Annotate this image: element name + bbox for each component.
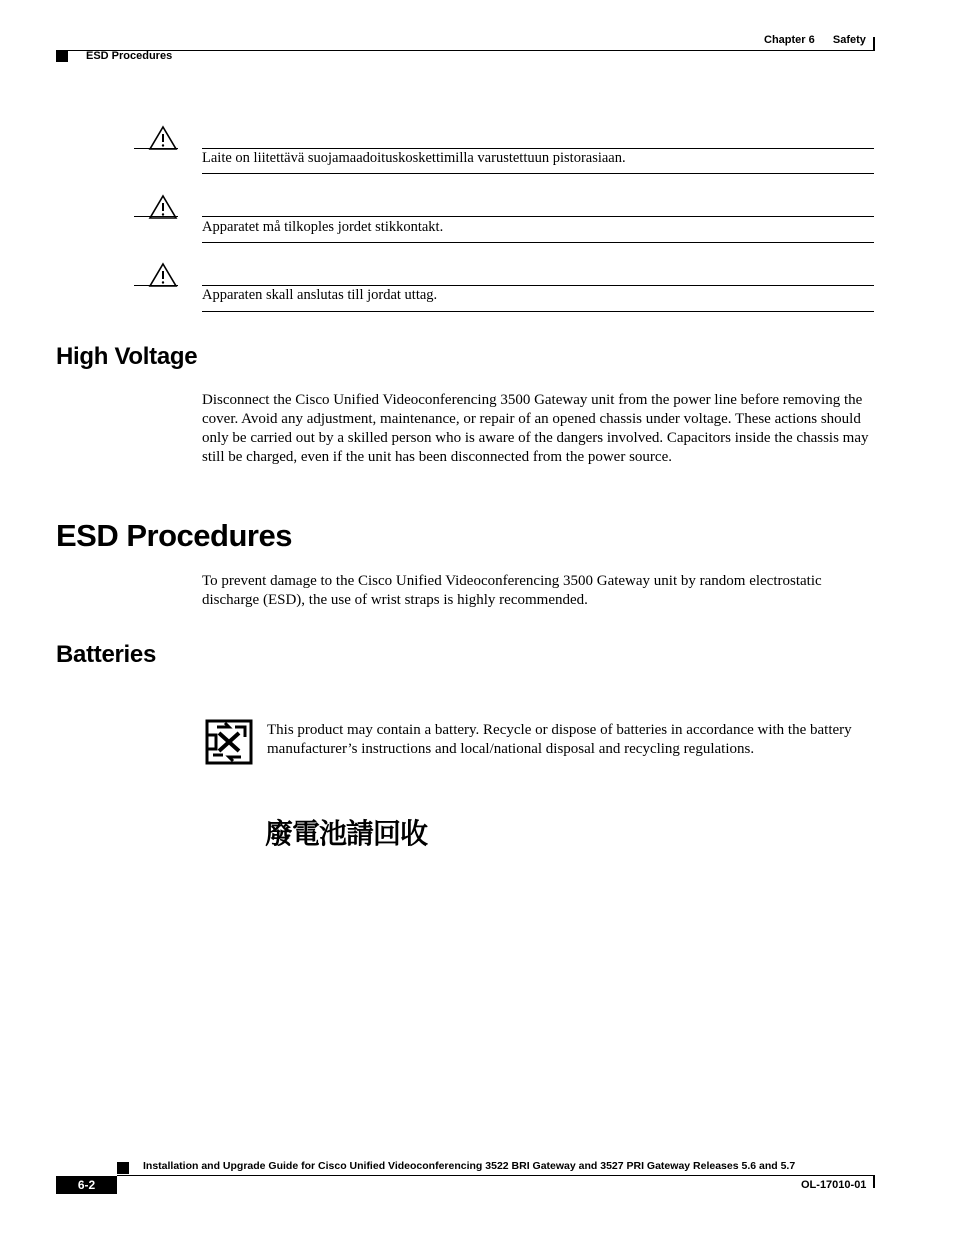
warning-rule-left	[134, 148, 178, 149]
warning-rule-left	[134, 216, 178, 217]
footer-right-tick	[873, 1175, 875, 1188]
section-heading-batteries: Batteries	[56, 641, 157, 668]
battery-recycle-icon	[205, 719, 253, 765]
warning-text: Apparaten skall anslutas till jordat uttag.	[202, 287, 438, 303]
header-section: ESD Procedures	[86, 50, 173, 62]
header-chapter	[764, 34, 866, 46]
warning-rule-bottom	[202, 242, 874, 243]
warning-rule-left	[134, 285, 178, 286]
esd-body: To prevent damage to the Cisco Unified Videoconferencing 3500 Gateway unit by random electrostatic discharge (ESD), the use of wrist straps is highly recommended.	[202, 573, 822, 608]
header-marker	[56, 51, 68, 62]
warning-rule-top	[202, 148, 874, 149]
footer-rule	[117, 1175, 875, 1176]
document-number: OL-17010-01	[801, 1179, 867, 1191]
warning-rule-top	[202, 216, 874, 217]
header-rule	[56, 50, 875, 51]
footer-guide-title: Installation and Upgrade Guide for Cisco Unified Videoconferencing 3522 BRI Gateway and 3527 PRI Gateway Releases 5.6 and 5.7	[143, 1160, 796, 1172]
page-number: 6-2	[56, 1176, 117, 1194]
batteries-body: This product may contain a battery. Recycle or dispose of batteries in accordance with the battery manufacturer’s instructions and local/national disposal and recycling regulations.	[267, 722, 852, 757]
chapter-label: Chapter 6	[764, 34, 815, 46]
footer-marker	[117, 1162, 129, 1174]
warning-rule-bottom	[202, 311, 874, 312]
warning-text: Apparatet må tilkoples jordet stikkontakt.	[202, 219, 444, 235]
battery-recycle-chinese-text: 廢電池請回收	[265, 817, 428, 850]
chapter-title: Safety	[832, 34, 866, 46]
high-voltage-body: Disconnect the Cisco Unified Videoconferencing 3500 Gateway unit from the power line before removing the cover. Avoid any adjustment, maintenance, or repair of an opened chassis under voltage. These actions should only be carried out by a skilled person who is aware of the dangers involved. Capacitors inside the chassis may still be charged, even if the unit has been disconnected from the power source.	[202, 392, 869, 465]
warning-text: Laite on liitettävä suojamaadoituskoskettimilla varustettuun pistorasiaan.	[202, 150, 626, 166]
section-heading-high-voltage: High Voltage	[56, 343, 198, 370]
header-right-tick	[873, 37, 875, 50]
warning-rule-top	[202, 285, 874, 286]
warning-rule-bottom	[202, 173, 874, 174]
section-heading-esd-procedures: ESD Procedures	[56, 518, 292, 553]
